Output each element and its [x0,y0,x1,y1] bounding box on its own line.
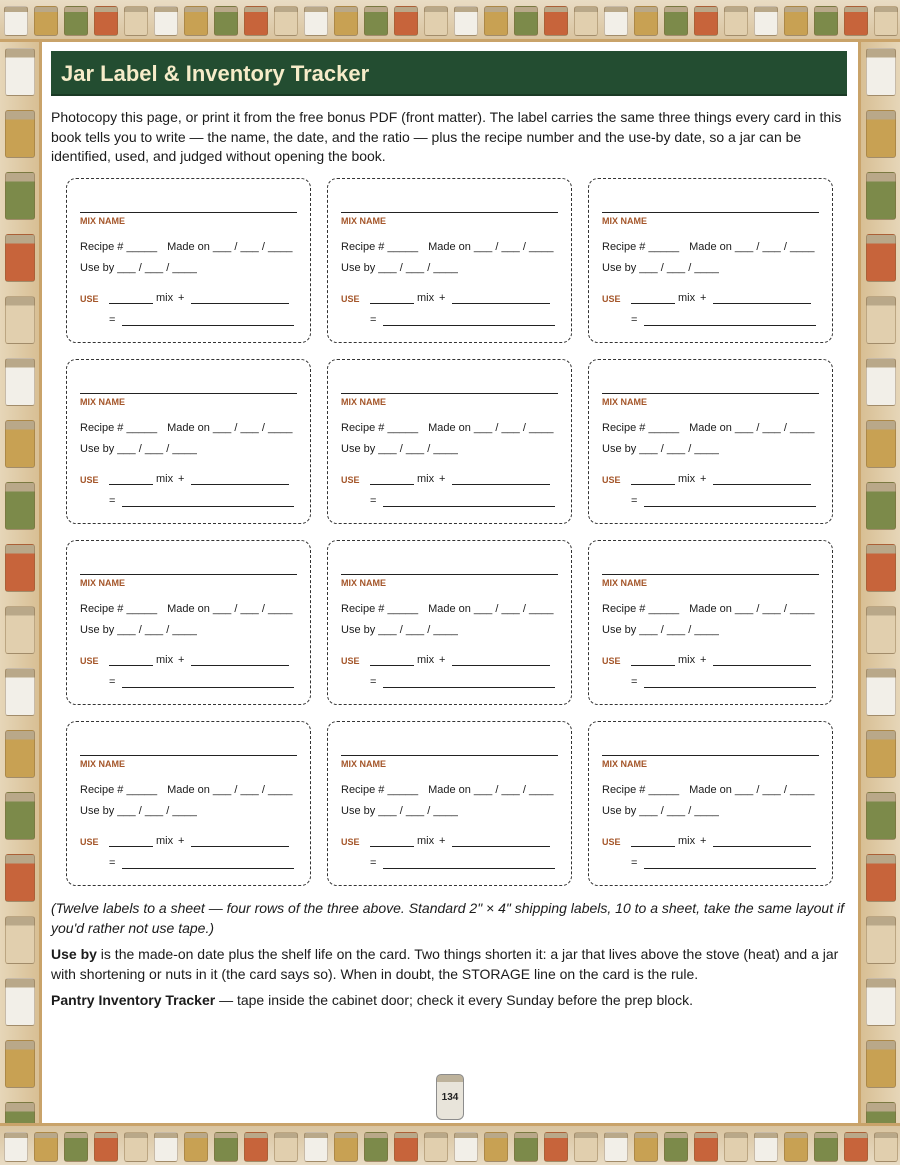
equals-sign: = [631,676,638,688]
mix-name-line [80,393,297,394]
jar-icon [154,1132,178,1162]
jar-icon [5,730,35,778]
jar-icon [724,6,748,36]
mix-word: mix [156,292,174,304]
jar-icon [784,1132,808,1162]
jar-icon [5,854,35,902]
yield-line [122,506,294,507]
intro-paragraph: Photocopy this page, or print it from the free bonus PDF (front matter). The label carries the same three things every card in this book tells you to write — the name, the date, and the ratio — plus the recipe number and the use-by date, so a jar can be identified, used, and judged without opening the book. [51,109,842,164]
jar-icon [5,1102,35,1123]
use-label: USE [80,294,99,304]
jar-icon [34,1132,58,1162]
jar-icon [634,1132,658,1162]
use-by-field: Use by ___ / ___ / ____ [602,262,719,274]
jar-label-card [327,540,572,705]
jar-icon [866,296,896,344]
jar-icon [244,1132,268,1162]
equals-sign: = [370,857,377,869]
mix-word: mix [156,835,174,847]
jar-icon [5,1040,35,1088]
jar-label-card [588,540,833,705]
jar-icon [866,1040,896,1088]
use-label: USE [602,837,621,847]
recipe-made-row [341,422,553,434]
yield-line [644,868,816,869]
jar-icon [5,172,35,220]
yield-line [644,687,816,688]
jar-icon [694,1132,718,1162]
use-by-field: Use by ___ / ___ / ____ [341,805,458,817]
recipe-number-field: Recipe # _____ [341,241,419,253]
mix-name-line [80,574,297,575]
jar-icon [5,544,35,592]
use-by-text: is the made-on date plus the shelf life on the card. Two things shorten it: a jar that lives above the stove (heat) and a jar with shortening or nuts in it (the card says so). When in doubt, the STORAGE line on the card is the rule. [51,946,839,982]
mix-word: mix [678,835,696,847]
jar-label-card [66,178,311,343]
made-on-field: Made on ___ / ___ / ____ [428,784,554,796]
yield-line [383,506,555,507]
yield-line [383,325,555,326]
mix-word: mix [417,292,435,304]
recipe-number-field: Recipe # _____ [602,422,680,434]
page-number-jar-icon [436,1074,464,1120]
use-label: USE [602,656,621,666]
addition-line [452,665,550,666]
jar-icon [454,1132,478,1162]
recipe-made-row [602,784,814,796]
jar-icon [604,6,628,36]
jar-icon [274,6,298,36]
jar-label-card [66,540,311,705]
addition-line [191,665,289,666]
plus-sign: + [700,835,707,847]
jar-border-right [858,42,900,1123]
mix-amount-line [631,846,675,847]
use-label: USE [341,837,360,847]
mix-name-line [341,393,558,394]
jar-label-card [66,359,311,524]
use-by-term: Use by [51,946,97,962]
mix-amount-line [109,303,153,304]
made-on-field: Made on ___ / ___ / ____ [689,603,815,615]
plus-sign: + [700,654,707,666]
page-number: 134 [441,1091,459,1103]
jar-icon [866,110,896,158]
mix-name-label: MIX NAME [341,578,386,588]
recipe-number-field: Recipe # _____ [341,603,419,615]
addition-line [713,484,811,485]
jar-icon [334,1132,358,1162]
jar-icon [5,296,35,344]
jar-icon [244,6,268,36]
addition-line [191,846,289,847]
jar-icon [604,1132,628,1162]
jar-icon [364,1132,388,1162]
jar-icon [5,234,35,282]
mix-name-label: MIX NAME [80,759,125,769]
equals-sign: = [631,857,638,869]
jar-label-card [588,359,833,524]
jar-border-left [0,42,42,1123]
jar-icon [214,6,238,36]
jar-icon [424,1132,448,1162]
jar-icon [154,6,178,36]
jar-icon [814,1132,838,1162]
jar-icon [724,1132,748,1162]
jar-icon [694,6,718,36]
mix-word: mix [678,654,696,666]
jar-label-card [327,178,572,343]
jar-icon [424,6,448,36]
jar-icon [214,1132,238,1162]
jar-icon [664,1132,688,1162]
mix-word: mix [417,654,435,666]
recipe-made-row [341,603,553,615]
jar-icon [4,1132,28,1162]
mix-name-line [602,393,819,394]
jar-icon [844,6,868,36]
use-by-note [51,944,847,984]
use-by-field: Use by ___ / ___ / ____ [602,624,719,636]
equals-sign: = [109,857,116,869]
page-title: Jar Label & Inventory Tracker [61,61,370,86]
mix-name-line [341,212,558,213]
mix-amount-line [370,665,414,666]
jar-icon [784,6,808,36]
jar-icon [514,6,538,36]
jar-icon [94,1132,118,1162]
jar-icon [754,6,778,36]
recipe-made-row [80,784,292,796]
made-on-field: Made on ___ / ___ / ____ [167,241,293,253]
made-on-field: Made on ___ / ___ / ____ [689,241,815,253]
jar-icon [5,358,35,406]
use-by-field: Use by ___ / ___ / ____ [341,624,458,636]
pantry-term: Pantry Inventory Tracker [51,992,216,1008]
jar-icon [574,1132,598,1162]
plus-sign: + [178,292,185,304]
addition-line [713,665,811,666]
equals-sign: = [370,314,377,326]
jar-icon [4,6,28,36]
jar-icon [544,1132,568,1162]
mix-name-label: MIX NAME [602,578,647,588]
addition-line [452,303,550,304]
plus-sign: + [439,473,446,485]
jar-icon [5,792,35,840]
mix-word: mix [678,292,696,304]
use-by-field: Use by ___ / ___ / ____ [602,805,719,817]
jar-label-card [588,721,833,886]
equals-sign: = [370,676,377,688]
jar-icon [334,6,358,36]
jar-icon [866,916,896,964]
plus-sign: + [439,292,446,304]
mix-name-label: MIX NAME [341,397,386,407]
addition-line [713,846,811,847]
jar-icon [364,6,388,36]
made-on-field: Made on ___ / ___ / ____ [428,603,554,615]
use-by-field: Use by ___ / ___ / ____ [80,262,197,274]
jar-label-card [66,721,311,886]
mix-name-line [341,574,558,575]
equals-sign: = [109,676,116,688]
mix-name-label: MIX NAME [80,578,125,588]
use-by-field: Use by ___ / ___ / ____ [80,624,197,636]
recipe-made-row [80,241,292,253]
mix-name-label: MIX NAME [602,397,647,407]
mix-amount-line [631,665,675,666]
mix-amount-line [109,665,153,666]
recipe-made-row [80,603,292,615]
plus-sign: + [700,473,707,485]
mix-name-label: MIX NAME [341,216,386,226]
jar-icon [874,1132,898,1162]
made-on-field: Made on ___ / ___ / ____ [428,241,554,253]
jar-icon [866,358,896,406]
addition-line [191,484,289,485]
mix-amount-line [109,484,153,485]
pantry-text: — tape inside the cabinet door; check it every Sunday before the prep block. [215,992,694,1008]
use-by-field: Use by ___ / ___ / ____ [341,443,458,455]
recipe-number-field: Recipe # _____ [602,784,680,796]
use-by-field: Use by ___ / ___ / ____ [602,443,719,455]
addition-line [452,484,550,485]
use-by-field: Use by ___ / ___ / ____ [80,443,197,455]
jar-icon [866,420,896,468]
mix-name-line [80,755,297,756]
made-on-field: Made on ___ / ___ / ____ [689,784,815,796]
mix-name-label: MIX NAME [341,759,386,769]
mix-name-label: MIX NAME [80,397,125,407]
jar-icon [5,668,35,716]
jar-icon [866,606,896,654]
use-label: USE [80,656,99,666]
addition-line [452,846,550,847]
jar-icon [34,6,58,36]
jar-icon [844,1132,868,1162]
jar-icon [866,730,896,778]
label-grid [66,178,832,886]
jar-icon [304,1132,328,1162]
recipe-number-field: Recipe # _____ [80,603,158,615]
jar-icon [394,1132,418,1162]
recipe-made-row [80,422,292,434]
mix-word: mix [156,473,174,485]
mix-amount-line [631,303,675,304]
recipe-number-field: Recipe # _____ [80,422,158,434]
mix-amount-line [370,846,414,847]
yield-line [122,325,294,326]
mix-word: mix [417,835,435,847]
jar-icon [866,234,896,282]
jar-icon [5,978,35,1026]
yield-line [644,506,816,507]
jar-border-top [0,0,900,42]
mix-word: mix [156,654,174,666]
mix-name-label: MIX NAME [602,216,647,226]
jar-icon [5,916,35,964]
jar-icon [64,6,88,36]
jar-icon [866,482,896,530]
jar-icon [866,854,896,902]
jar-icon [304,6,328,36]
jar-border-bottom [0,1123,900,1165]
mix-name-label: MIX NAME [602,759,647,769]
plus-sign: + [178,654,185,666]
jar-icon [5,420,35,468]
jar-icon [184,1132,208,1162]
jar-icon [484,6,508,36]
yield-line [644,325,816,326]
mix-amount-line [370,484,414,485]
use-label: USE [80,837,99,847]
jar-icon [5,482,35,530]
plus-sign: + [178,835,185,847]
jar-icon [866,978,896,1026]
jar-icon [544,6,568,36]
page-body [42,42,858,1123]
made-on-field: Made on ___ / ___ / ____ [167,603,293,615]
mix-name-line [602,574,819,575]
jar-icon [514,1132,538,1162]
equals-sign: = [631,314,638,326]
mix-amount-line [370,303,414,304]
jar-icon [866,544,896,592]
equals-sign: = [109,314,116,326]
mix-name-line [80,212,297,213]
jar-icon [124,1132,148,1162]
jar-icon [394,6,418,36]
made-on-field: Made on ___ / ___ / ____ [167,422,293,434]
use-label: USE [341,294,360,304]
recipe-number-field: Recipe # _____ [341,784,419,796]
jar-icon [866,172,896,220]
recipe-made-row [602,603,814,615]
addition-line [191,303,289,304]
use-label: USE [341,475,360,485]
use-by-field: Use by ___ / ___ / ____ [341,262,458,274]
use-label: USE [80,475,99,485]
recipe-number-field: Recipe # _____ [80,241,158,253]
jar-icon [484,1132,508,1162]
equals-sign: = [370,495,377,507]
jar-icon [124,6,148,36]
recipe-number-field: Recipe # _____ [602,241,680,253]
jar-icon [274,1132,298,1162]
mix-name-label: MIX NAME [80,216,125,226]
recipe-made-row [602,422,814,434]
recipe-number-field: Recipe # _____ [602,603,680,615]
jar-icon [574,6,598,36]
use-by-field: Use by ___ / ___ / ____ [80,805,197,817]
mix-word: mix [417,473,435,485]
layout-note: (Twelve labels to a sheet — four rows of the three above. Standard 2" × 4" shipping labels, 10 to a sheet, take the same layout if you'd rather not use tape.) [51,900,844,936]
mix-name-line [341,755,558,756]
recipe-number-field: Recipe # _____ [80,784,158,796]
mix-amount-line [631,484,675,485]
use-label: USE [602,475,621,485]
jar-icon [5,48,35,96]
jar-icon [664,6,688,36]
jar-icon [866,792,896,840]
jar-icon [866,48,896,96]
jar-icon [184,6,208,36]
jar-icon [874,6,898,36]
jar-icon [94,6,118,36]
yield-line [122,868,294,869]
plus-sign: + [700,292,707,304]
plus-sign: + [178,473,185,485]
use-label: USE [602,294,621,304]
pantry-note [51,990,847,1010]
jar-icon [634,6,658,36]
plus-sign: + [439,654,446,666]
use-label: USE [341,656,360,666]
made-on-field: Made on ___ / ___ / ____ [428,422,554,434]
notes-section [51,898,847,1010]
addition-line [713,303,811,304]
yield-line [383,868,555,869]
jar-label-card [327,359,572,524]
mix-amount-line [109,846,153,847]
recipe-made-row [602,241,814,253]
jar-label-card [588,178,833,343]
recipe-made-row [341,241,553,253]
jar-icon [814,6,838,36]
equals-sign: = [109,495,116,507]
made-on-field: Made on ___ / ___ / ____ [689,422,815,434]
plus-sign: + [439,835,446,847]
mix-word: mix [678,473,696,485]
yield-line [122,687,294,688]
jar-icon [5,110,35,158]
jar-label-card [327,721,572,886]
yield-line [383,687,555,688]
jar-icon [454,6,478,36]
title-banner [51,51,847,96]
equals-sign: = [631,495,638,507]
jar-icon [866,1102,896,1123]
recipe-number-field: Recipe # _____ [341,422,419,434]
jar-icon [866,668,896,716]
recipe-made-row [341,784,553,796]
jar-icon [64,1132,88,1162]
mix-name-line [602,212,819,213]
mix-name-line [602,755,819,756]
jar-icon [754,1132,778,1162]
made-on-field: Made on ___ / ___ / ____ [167,784,293,796]
jar-icon [5,606,35,654]
